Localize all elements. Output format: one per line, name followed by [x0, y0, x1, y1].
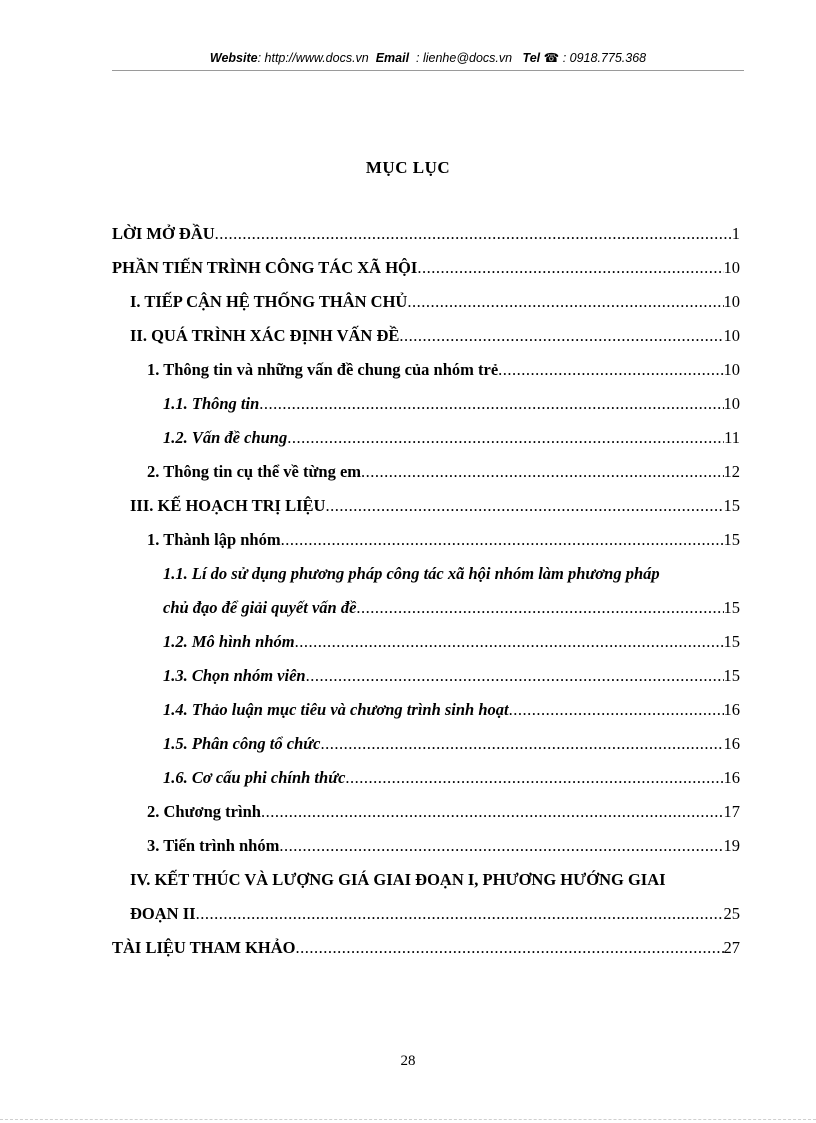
toc-entry-page: 15 — [723, 530, 740, 549]
toc-leader-dots — [399, 326, 723, 346]
toc-entry-page: 17 — [723, 802, 740, 821]
toc-entry-label: TÀI LIỆU THAM KHẢO — [112, 938, 296, 957]
toc-entry[interactable] — [112, 904, 740, 938]
toc-entry[interactable] — [112, 836, 740, 870]
toc-entry-label: 1.3. Chọn nhóm viên — [163, 666, 306, 685]
toc-entry-label: 1.5. Phân công tổ chức — [163, 734, 321, 753]
toc-entry-label: 1. Thông tin và những vấn đề chung của nhóm trẻ — [147, 360, 499, 379]
page-title: MỤC LỤC — [365, 158, 451, 177]
toc-entry-label: ĐOẠN II — [130, 904, 196, 923]
toc-entry-label: LỜI MỞ ĐẦU — [112, 224, 215, 243]
toc-leader-dots — [295, 632, 724, 652]
toc-leader-dots — [261, 802, 724, 822]
toc-entry[interactable] — [112, 292, 740, 326]
toc-leader-dots — [259, 394, 723, 414]
toc-entry-page: 10 — [723, 258, 740, 277]
toc-entry[interactable] — [112, 496, 740, 530]
table-of-contents — [112, 224, 740, 972]
toc-leader-dots — [281, 530, 724, 550]
toc-entry-label: 1. Thành lập nhóm — [147, 530, 281, 549]
toc-entry[interactable] — [112, 938, 740, 972]
telephone-icon: ☎ — [543, 51, 560, 65]
toc-entry-page: 27 — [723, 938, 740, 957]
toc-leader-dots — [498, 360, 723, 380]
toc-entry-label: 1.2. Vấn đề chung — [163, 428, 288, 447]
toc-entry[interactable] — [112, 666, 740, 700]
toc-entry-label: 2. Thông tin cụ thể về từng em — [147, 462, 362, 481]
toc-entry-page: 10 — [723, 360, 740, 379]
toc-entry-page: 19 — [723, 836, 740, 855]
toc-entry-label: IV. KẾT THÚC VÀ LƯỢNG GIÁ GIAI ĐOẠN I, PHƯƠNG HƯỚNG GIAI — [130, 870, 666, 889]
toc-leader-dots — [509, 700, 724, 720]
website-label: Website — [209, 51, 258, 65]
toc-leader-dots — [345, 768, 723, 788]
toc-entry-label: II. QUÁ TRÌNH XÁC ĐỊNH VẤN ĐỀ — [130, 326, 400, 345]
toc-entry-label: PHẦN TIẾN TRÌNH CÔNG TÁC XÃ HỘI — [112, 258, 418, 277]
tel-label: Tel — [522, 51, 541, 65]
toc-entry-first-line[interactable] — [112, 870, 740, 904]
toc-entry-page: 10 — [723, 394, 740, 413]
toc-entry-label: 1.1. Lí do sử dụng phương pháp công tác xã hội nhóm làm phương pháp — [163, 564, 660, 583]
toc-leader-dots — [417, 258, 723, 278]
toc-entry[interactable] — [112, 768, 740, 802]
toc-entry[interactable] — [112, 326, 740, 360]
toc-entry[interactable] — [112, 598, 740, 632]
toc-entry[interactable] — [112, 802, 740, 836]
toc-leader-dots — [361, 462, 723, 482]
toc-entry[interactable] — [112, 462, 740, 496]
toc-leader-dots — [287, 428, 724, 448]
toc-entry-label: 1.1. Thông tin — [163, 394, 260, 413]
toc-entry-page: 10 — [723, 292, 740, 311]
toc-entry-label: chủ đạo để giải quyết vấn đề — [163, 598, 357, 617]
page-number: 28 — [400, 1053, 416, 1069]
toc-entry-label: 1.2. Mô hình nhóm — [163, 632, 295, 651]
email-value: : lienhe@docs.vn — [416, 51, 513, 65]
page-header — [112, 50, 744, 65]
toc-leader-dots — [296, 938, 724, 958]
toc-leader-dots — [279, 836, 723, 856]
toc-entry[interactable] — [112, 632, 740, 666]
toc-entry-page: 16 — [723, 768, 740, 787]
toc-entry-label: 1.6. Cơ cấu phi chính thức — [163, 768, 346, 787]
toc-entry-label: 1.4. Thảo luận mục tiêu và chương trình sinh hoạt — [163, 700, 509, 719]
toc-leader-dots — [325, 496, 723, 516]
toc-leader-dots — [215, 224, 732, 244]
toc-entry-page: 11 — [724, 428, 740, 447]
toc-entry-page: 16 — [723, 734, 740, 753]
toc-entry-page: 15 — [723, 496, 740, 515]
website-value: : http://www.docs.vn — [257, 51, 369, 65]
toc-entry-page: 1 — [731, 224, 740, 243]
email-label: Email — [375, 51, 410, 65]
toc-leader-dots — [196, 904, 724, 924]
toc-entry[interactable] — [112, 224, 740, 258]
toc-entry-page: 15 — [723, 598, 740, 617]
toc-entry-page: 12 — [723, 462, 740, 481]
toc-leader-dots — [407, 292, 723, 312]
toc-leader-dots — [320, 734, 723, 754]
toc-leader-dots — [306, 666, 724, 686]
toc-leader-dots — [356, 598, 723, 618]
toc-entry-label: III. KẾ HOẠCH TRỊ LIỆU — [130, 496, 326, 515]
toc-entry-page: 16 — [723, 700, 740, 719]
tel-value: : 0918.775.368 — [562, 51, 647, 65]
toc-entry[interactable] — [112, 394, 740, 428]
toc-entry-page: 10 — [723, 326, 740, 345]
toc-entry-label: 2. Chương trình — [147, 802, 261, 821]
toc-entry-page: 25 — [723, 904, 740, 923]
toc-entry-label: I. TIẾP CẬN HỆ THỐNG THÂN CHỦ — [130, 292, 408, 311]
page-bottom-divider — [0, 1119, 816, 1120]
toc-entry[interactable] — [112, 530, 740, 564]
toc-entry-label: 3. Tiến trình nhóm — [147, 836, 280, 855]
toc-entry[interactable] — [112, 360, 740, 394]
toc-entry-page: 15 — [723, 666, 740, 685]
toc-entry-page: 15 — [723, 632, 740, 651]
header-divider — [112, 70, 744, 71]
toc-entry[interactable] — [112, 428, 740, 462]
toc-entry[interactable] — [112, 700, 740, 734]
toc-entry[interactable] — [112, 734, 740, 768]
toc-entry[interactable] — [112, 258, 740, 292]
toc-entry-first-line[interactable] — [112, 564, 740, 598]
